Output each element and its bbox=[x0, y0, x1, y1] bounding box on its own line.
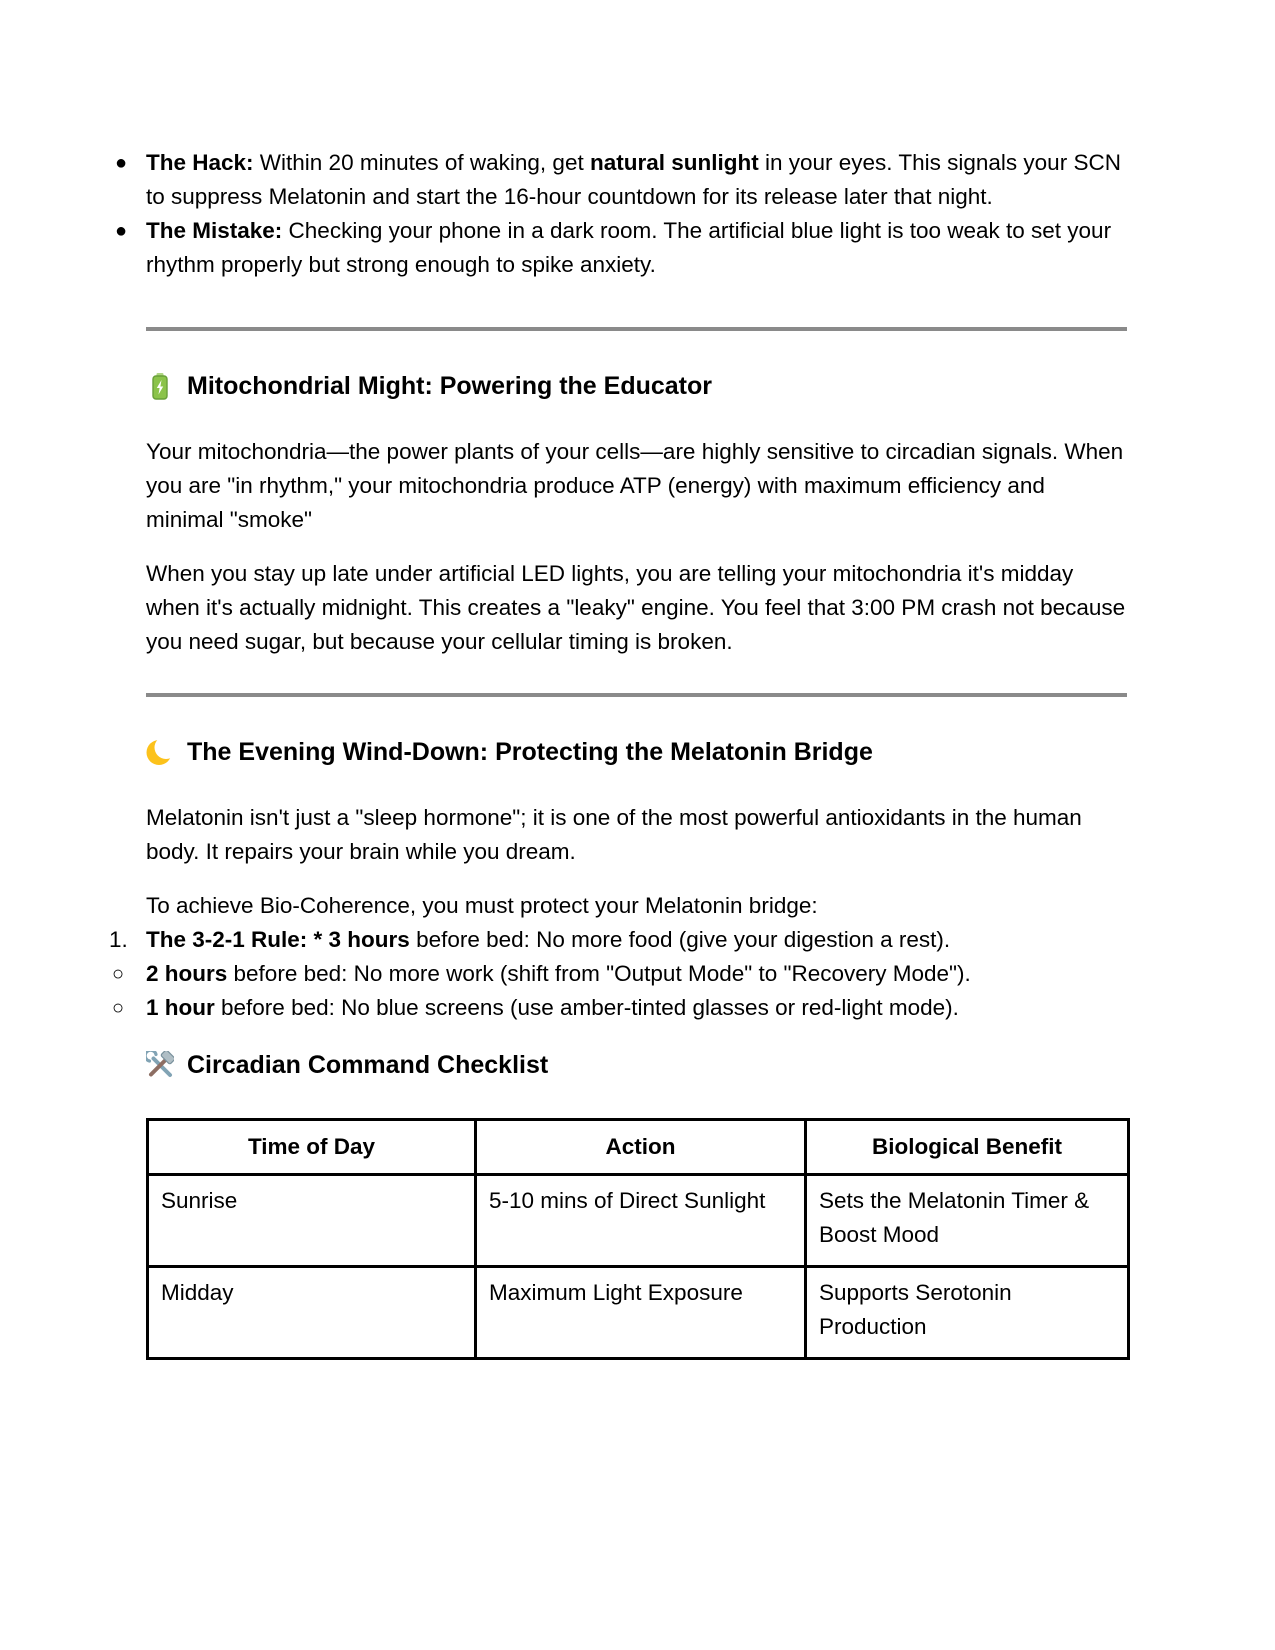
rule-text: before bed: No more work (shift from "Output Mode" to "Recovery Mode"). bbox=[227, 961, 971, 986]
section-heading-checklist bbox=[146, 1048, 1127, 1082]
column-header: Time of Day bbox=[148, 1120, 476, 1175]
paragraph: Melatonin isn't just a "sleep hormone"; it is one of the most powerful antioxidants in the human body. It repairs your brain while you dream. bbox=[146, 805, 1082, 864]
table-cell: Sets the Melatonin Timer & Boost Mood bbox=[806, 1175, 1129, 1267]
table-row bbox=[148, 1267, 1129, 1359]
section-heading-mitochondrial bbox=[146, 369, 1127, 403]
table-cell: Midday bbox=[148, 1267, 476, 1359]
section-divider bbox=[146, 327, 1127, 331]
bullet-bold-phrase: natural sunlight bbox=[589, 150, 759, 175]
list-item bbox=[109, 923, 1127, 1025]
rule-text: before bed: No blue screens (use amber-tinted glasses or red-light mode). bbox=[214, 995, 959, 1020]
bullet-bold-lead: The Mistake: bbox=[146, 218, 283, 243]
section-heading-evening bbox=[146, 735, 1127, 769]
crescent-moon-icon bbox=[146, 738, 174, 766]
paragraph: Your mitochondria—the power plants of your cells—are highly sensitive to circadian signals. When you are "in rhythm," your mitochondria produce ATP (energy) with maximum efficiency and minimal "smoke" bbox=[146, 439, 1124, 532]
list-item bbox=[112, 957, 1127, 991]
table-cell: 5-10 mins of Direct Sunlight bbox=[476, 1175, 806, 1267]
section-title: Circadian Command Checklist bbox=[187, 1051, 549, 1079]
rule-bold-lead: 2 hours bbox=[146, 961, 228, 986]
section-divider bbox=[146, 693, 1127, 697]
table-cell: Maximum Light Exposure bbox=[476, 1267, 806, 1359]
list-item bbox=[115, 146, 1127, 214]
rule-numbered-list bbox=[109, 923, 1127, 1025]
circle-marker: ○ bbox=[112, 963, 125, 985]
bullet-text: Within 20 minutes of waking, get bbox=[253, 150, 590, 175]
number-marker: 1. bbox=[109, 927, 128, 952]
bullet-text: in your eyes. This signals your SCN to suppress Melatonin and start the 16-hour countdown for its release later that night. bbox=[146, 150, 1121, 209]
hammer-wrench-icon bbox=[146, 1051, 174, 1079]
battery-icon bbox=[146, 372, 174, 400]
rule-text: before bed: No more food (give your digestion a rest). bbox=[409, 927, 951, 952]
table-cell: Sunrise bbox=[148, 1175, 476, 1267]
column-header: Action bbox=[476, 1120, 806, 1175]
column-header: Biological Benefit bbox=[806, 1120, 1129, 1175]
rule-bold-lead: The 3-2-1 Rule: * 3 hours bbox=[146, 927, 410, 952]
section-title: Mitochondrial Might: Powering the Educator bbox=[187, 372, 712, 400]
intro-bullet-list bbox=[115, 146, 1127, 282]
circle-marker: ○ bbox=[112, 997, 125, 1019]
rule-sub-list bbox=[112, 957, 1127, 1025]
rule-bold-lead: 1 hour bbox=[146, 995, 215, 1020]
bullet-marker: ● bbox=[115, 152, 128, 174]
table-cell: Supports Serotonin Production bbox=[806, 1267, 1129, 1359]
paragraph: When you stay up late under artificial LED lights, you are telling your mitochondria it's midday when it's actually midnight. This creates a "leaky" engine. You feel that 3:00 PM crash not because you need sugar, but because your cellular timing is broken. bbox=[146, 561, 1126, 654]
circadian-checklist-table bbox=[146, 1118, 1130, 1360]
list-item bbox=[112, 991, 1127, 1025]
section-title: The Evening Wind-Down: Protecting the Melatonin Bridge bbox=[187, 738, 873, 766]
bullet-text: Checking your phone in a dark room. The artificial blue light is too weak to set your rhythm properly but strong enough to spike anxiety. bbox=[146, 218, 1112, 277]
list-item bbox=[115, 214, 1127, 282]
table-row bbox=[148, 1175, 1129, 1267]
bullet-marker: ● bbox=[115, 220, 128, 242]
paragraph: To achieve Bio-Coherence, you must protect your Melatonin bridge: bbox=[146, 893, 818, 918]
bullet-bold-lead: The Hack: bbox=[146, 150, 254, 175]
table-header-row bbox=[148, 1120, 1129, 1175]
